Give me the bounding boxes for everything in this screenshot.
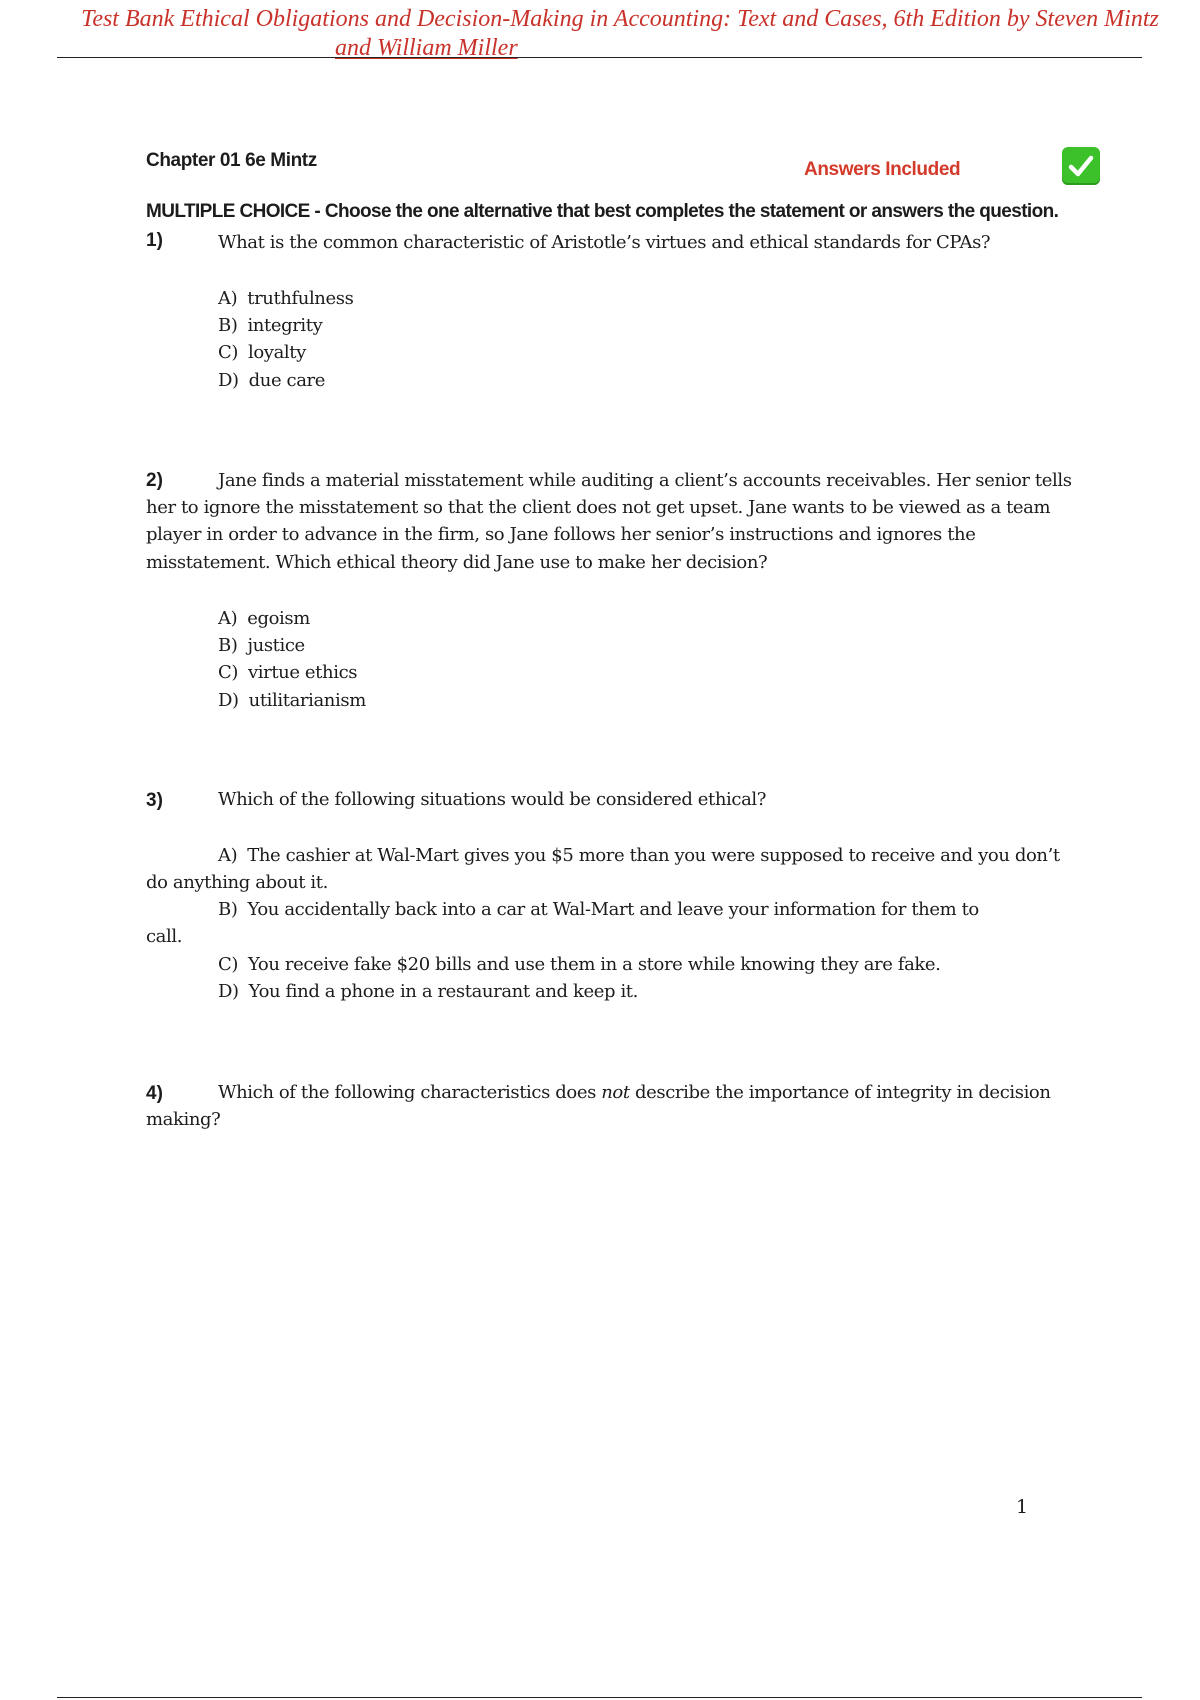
document-header-title-continued: and William Miller bbox=[335, 35, 518, 61]
chapter-title: Chapter 01 6e Mintz bbox=[146, 150, 317, 171]
question-2-option-b bbox=[218, 632, 305, 659]
option-text: egoism bbox=[247, 608, 310, 629]
option-label: A) bbox=[218, 608, 238, 629]
check-mark-button-icon bbox=[1062, 147, 1100, 185]
question-3-number: 3) bbox=[146, 790, 163, 811]
footer-rule bbox=[57, 1697, 1142, 1698]
option-text: loyalty bbox=[248, 342, 306, 363]
header-rule bbox=[57, 57, 1142, 58]
option-label: B) bbox=[218, 899, 238, 920]
question-4-text-continued: making? bbox=[146, 1109, 221, 1130]
section-instruction: MULTIPLE CHOICE - Choose the one alternative that best completes the statement or answers the question. bbox=[146, 201, 1059, 222]
question-4-number: 4) bbox=[146, 1083, 163, 1104]
option-text: You find a phone in a restaurant and keep it. bbox=[248, 981, 638, 1002]
question-1-text: What is the common characteristic of Aristotle’s virtues and ethical standards for CPAs? bbox=[218, 232, 991, 253]
option-text: You accidentally back into a car at Wal-Mart and leave your information for them to bbox=[247, 899, 979, 920]
question-2-option-d bbox=[218, 687, 366, 714]
option-label: D) bbox=[218, 370, 239, 391]
question-3-option-b bbox=[218, 896, 979, 923]
option-label: D) bbox=[218, 981, 239, 1002]
question-2-number: 2) bbox=[146, 470, 163, 491]
option-text: integrity bbox=[247, 315, 323, 336]
question-2-text-line-2: her to ignore the misstatement so that the client does not get upset. Jane wants to be viewed as a team bbox=[146, 497, 1051, 518]
question-1-number: 1) bbox=[146, 230, 163, 251]
option-label: C) bbox=[218, 954, 238, 975]
option-text: utilitarianism bbox=[248, 690, 366, 711]
option-label: B) bbox=[218, 635, 238, 656]
question-1-option-c bbox=[218, 339, 306, 366]
option-label: D) bbox=[218, 690, 239, 711]
question-3-option-d bbox=[218, 978, 638, 1005]
option-label: A) bbox=[218, 845, 238, 866]
option-label: C) bbox=[218, 662, 238, 683]
option-text: due care bbox=[248, 370, 326, 391]
question-1-option-d bbox=[218, 367, 325, 394]
question-3-option-a-continued: do anything about it. bbox=[146, 872, 328, 893]
option-text: justice bbox=[247, 635, 305, 656]
option-text: The cashier at Wal-Mart gives you $5 more than you were supposed to receive and you don’t bbox=[247, 845, 1060, 866]
option-text: virtue ethics bbox=[248, 662, 358, 683]
question-1-option-a bbox=[218, 285, 353, 312]
question-4-emphasis: not bbox=[601, 1082, 630, 1103]
question-2-text-line-4: misstatement. Which ethical theory did Jane use to make her decision? bbox=[146, 552, 768, 573]
question-1-option-b bbox=[218, 312, 322, 339]
option-text: You receive fake $20 bills and use them in a store while knowing they are fake. bbox=[248, 954, 941, 975]
question-3-text: Which of the following situations would be considered ethical? bbox=[218, 789, 767, 810]
question-4-text bbox=[218, 1079, 1051, 1106]
question-3-option-c bbox=[218, 951, 941, 978]
document-header-title: Test Bank Ethical Obligations and Decision-Making in Accounting: Text and Cases, 6th Edition by Steven Mintz bbox=[81, 6, 1159, 32]
question-3-option-b-continued: call. bbox=[146, 926, 183, 947]
answers-included-label: Answers Included bbox=[804, 159, 961, 180]
question-2-option-c bbox=[218, 659, 357, 686]
option-label: C) bbox=[218, 342, 238, 363]
question-2-option-a bbox=[218, 605, 310, 632]
option-label: B) bbox=[218, 315, 238, 336]
question-2-text-line-3: player in order to advance in the firm, so Jane follows her senior’s instructions and ignores the bbox=[146, 524, 976, 545]
page-number: 1 bbox=[1016, 1496, 1029, 1518]
question-2-text-line-1: Jane finds a material misstatement while auditing a client’s accounts receivables. Her senior tells bbox=[218, 470, 1072, 491]
option-text: truthfulness bbox=[247, 288, 354, 309]
question-4-text-part-2: describe the importance of integrity in decision bbox=[629, 1082, 1051, 1103]
question-4-text-part-1: Which of the following characteristics does bbox=[218, 1082, 602, 1103]
option-label: A) bbox=[218, 288, 238, 309]
question-3-option-a bbox=[218, 842, 1060, 869]
